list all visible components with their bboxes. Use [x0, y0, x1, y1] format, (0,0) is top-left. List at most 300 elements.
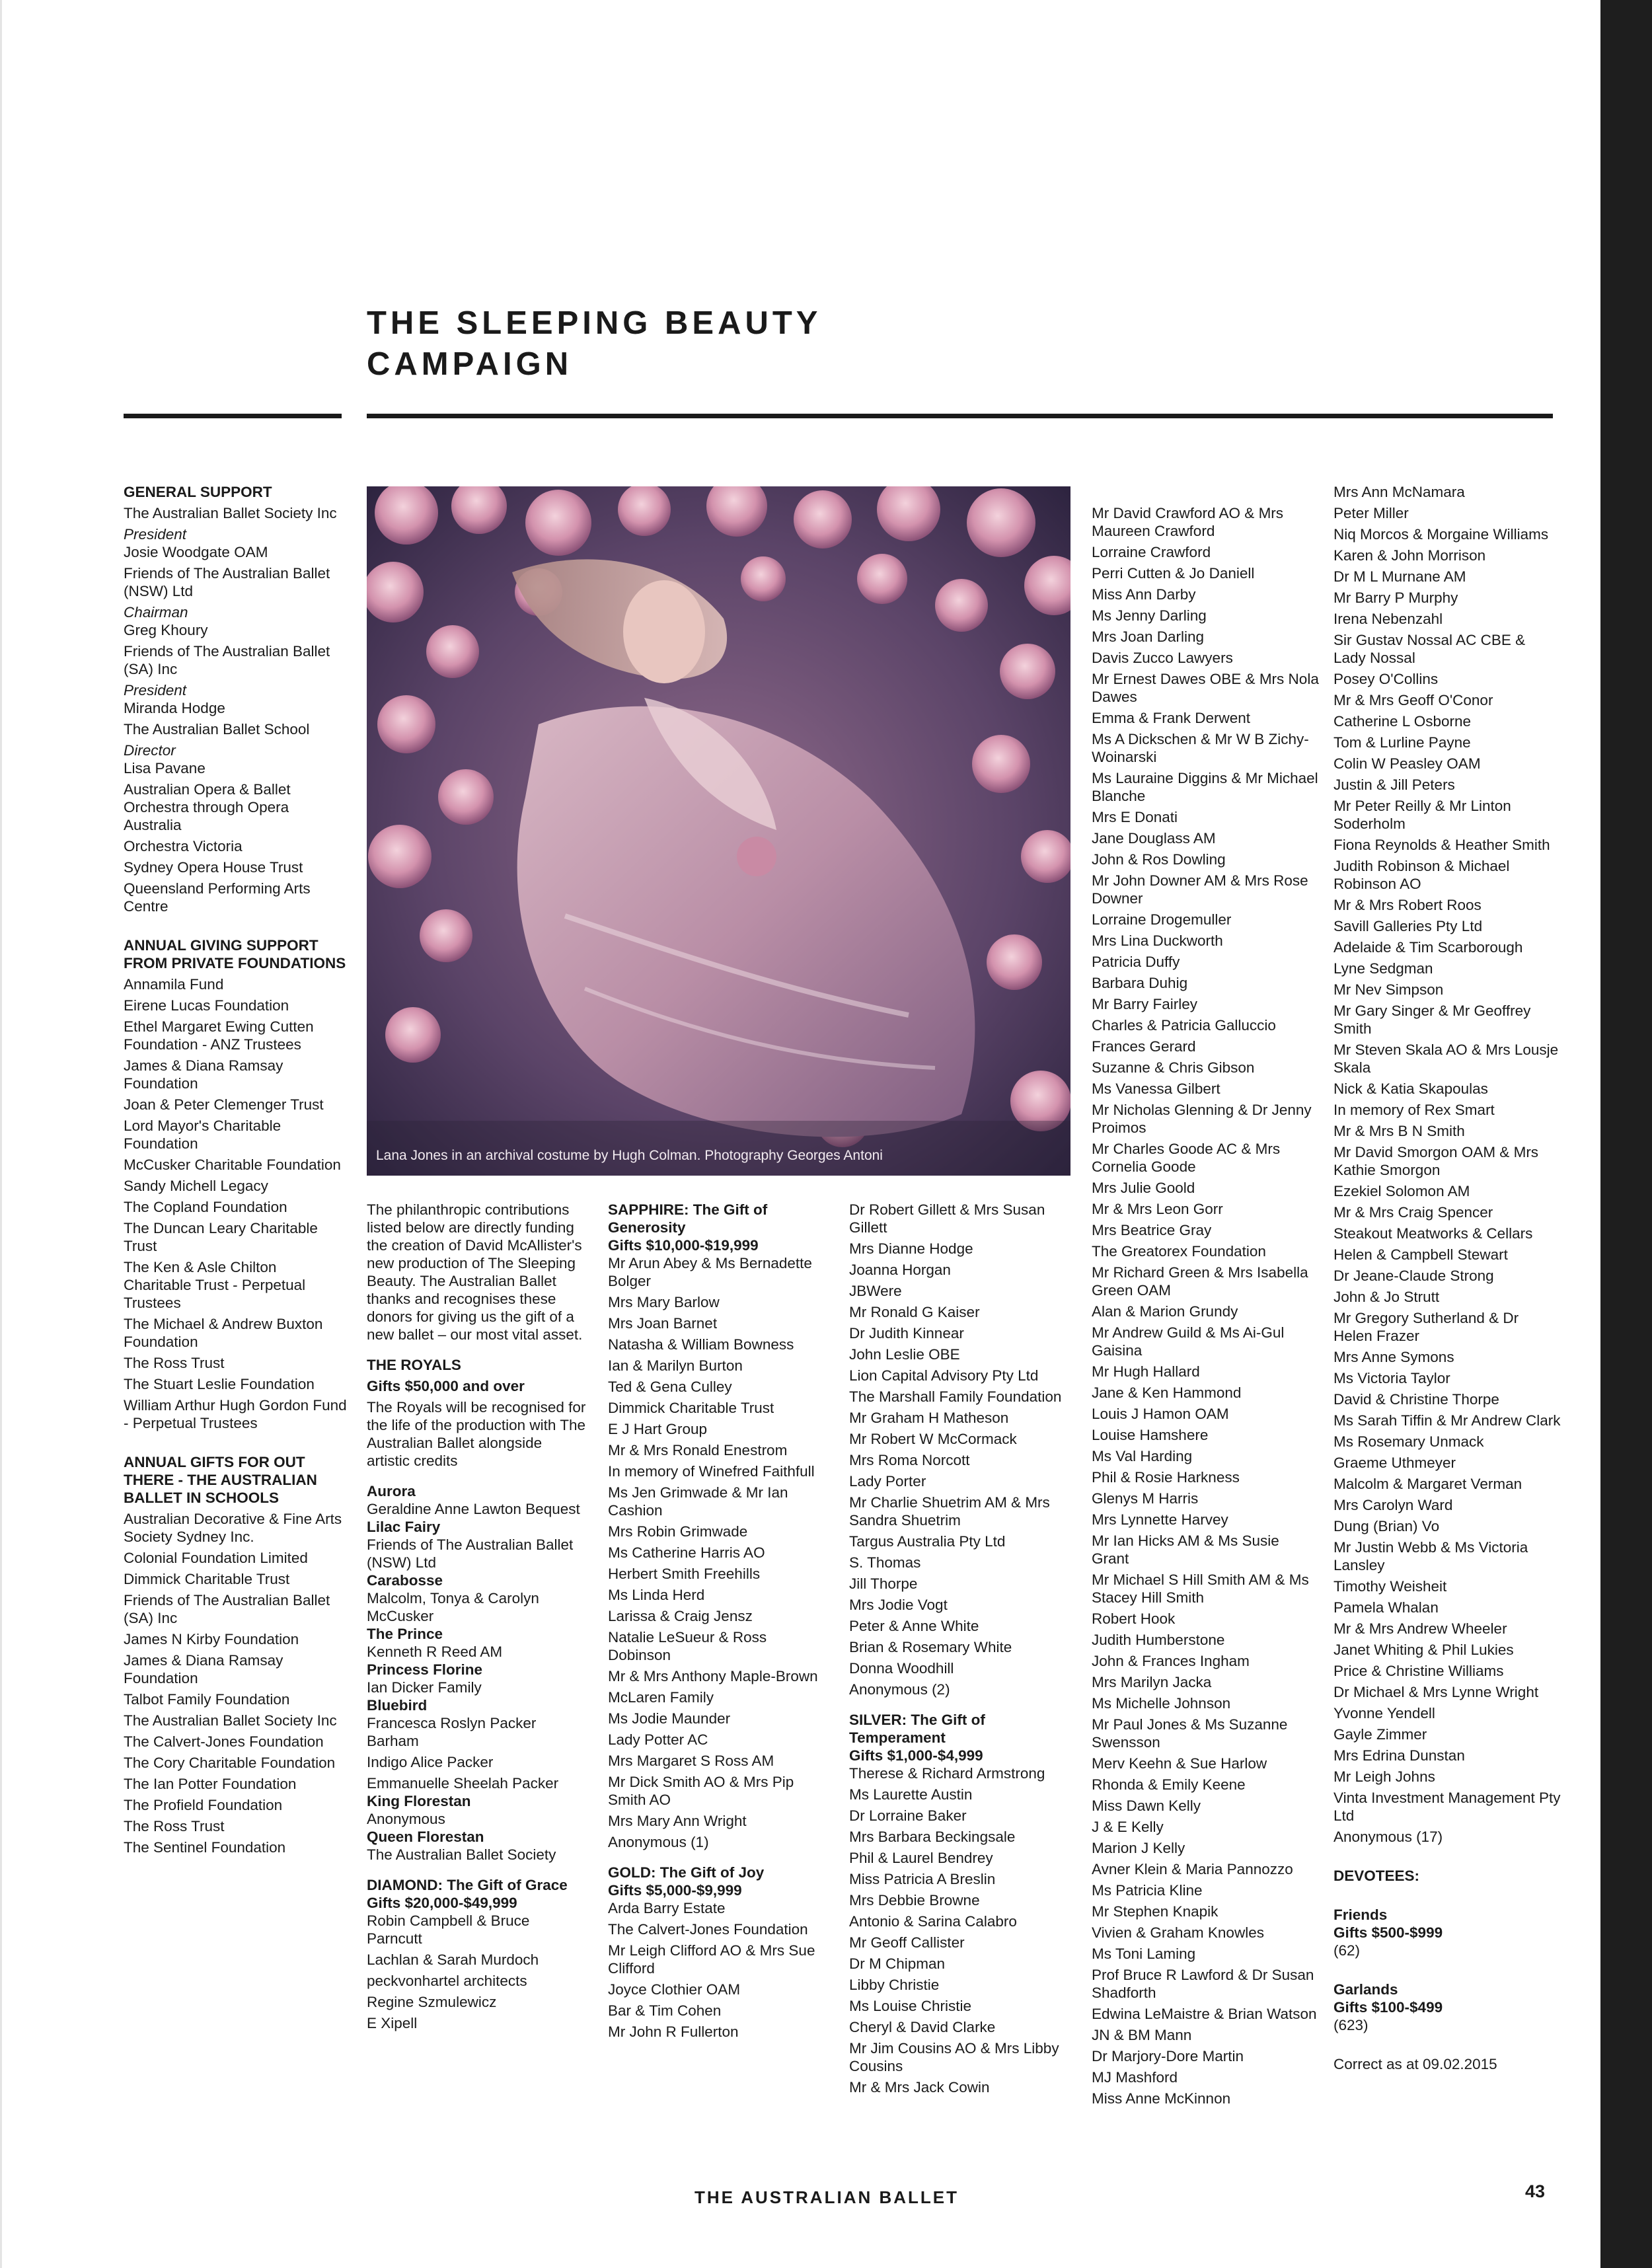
list-item: Adelaide & Tim Scarborough [1333, 939, 1523, 956]
list-item: Mr & Mrs Jack Cowin [849, 2079, 990, 2096]
list-item: Mrs Roma Norcott [849, 1452, 970, 1468]
list-item: Ms Patricia Kline [1092, 1882, 1203, 1899]
list-item: The Australian Ballet School [124, 721, 310, 737]
list-item: Justin & Jill Peters [1333, 776, 1455, 793]
list-item: Nick & Katia Skapoulas [1333, 1080, 1488, 1097]
list-item: Ms Jenny Darling [1092, 607, 1207, 624]
list-item: Regine Szmulewicz [367, 1994, 497, 2010]
list-item: The Australian Ballet Society Inc [124, 505, 337, 521]
list-item: Mrs Edrina Dunstan [1333, 1747, 1465, 1764]
column-silver-devotees [1333, 483, 1561, 2076]
list-item: Mr & Mrs Robert Roos [1333, 897, 1482, 913]
list-item: Ted & Gena Culley [608, 1379, 732, 1395]
list-item: McCusker Charitable Foundation [124, 1156, 341, 1173]
list-item: Ms Jen Grimwade & Mr Ian Cashion [608, 1484, 788, 1519]
face-shape [623, 580, 705, 683]
list-item: Miss Anne McKinnon [1092, 2090, 1231, 2107]
list-item: The Duncan Leary Charitable Trust [124, 1220, 318, 1254]
list-item: Helen & Campbell Stewart [1333, 1246, 1508, 1263]
list-item: The Ross Trust [124, 1355, 225, 1371]
section-spacer [367, 1347, 588, 1356]
list-item: Indigo Alice Packer [367, 1754, 494, 1770]
list-item: Mr Charles Goode AC & Mrs Cornelia Goode [1092, 1141, 1281, 1175]
list-item: Larissa & Craig Jensz [608, 1608, 753, 1624]
section-heading: Queen Florestan [367, 1829, 484, 1845]
list-item: Robin Campbell & Bruce Parncutt [367, 1912, 530, 1947]
section-heading: King Florestan [367, 1793, 471, 1809]
section-heading: Princess Florine [367, 1661, 483, 1678]
list-item: Ms Val Harding [1092, 1448, 1193, 1464]
list-item: Mr Gregory Sutherland & Dr Helen Frazer [1333, 1310, 1519, 1344]
section-heading: Gifts $100-$499 [1333, 1999, 1443, 2016]
list-item: Ms Toni Laming [1092, 1946, 1196, 1962]
list-item: Vivien & Graham Knowles [1092, 1924, 1264, 1941]
list-item: Gayle Zimmer [1333, 1726, 1427, 1743]
list-item: Phil & Laurel Bendrey [849, 1850, 993, 1866]
section-heading: Aurora [367, 1483, 416, 1499]
list-item: Lorraine Drogemuller [1092, 911, 1232, 928]
list-item: Patricia Duffy [1092, 954, 1180, 970]
list-item: Mr Leigh Johns [1333, 1768, 1435, 1785]
list-item: Tom & Lurline Payne [1333, 734, 1471, 751]
list-item: Natalie LeSueur & Ross Dobinson [608, 1629, 767, 1663]
list-item: Frances Gerard [1092, 1038, 1196, 1055]
list-item: Mr & Mrs Anthony Maple-Brown [608, 1668, 818, 1684]
list-item: Edwina LeMaistre & Brian Watson [1092, 2006, 1317, 2022]
list-item: Ms Laurette Austin [849, 1786, 973, 1803]
list-item: Davis Zucco Lawyers [1092, 650, 1233, 666]
role-label: Chairman [124, 604, 188, 621]
list-item: Irena Nebenzahl [1333, 611, 1443, 627]
section-spacer [367, 1473, 588, 1482]
list-item: Mr Jim Cousins AO & Mrs Libby Cousins [849, 2040, 1059, 2074]
list-item: Savill Galleries Pty Ltd [1333, 918, 1483, 934]
list-item: Mr Barry Fairley [1092, 996, 1198, 1012]
section-heading: DEVOTEES: [1333, 1868, 1420, 1884]
list-item: Lady Porter [849, 1473, 926, 1490]
list-item: Mr Hugh Hallard [1092, 1363, 1200, 1380]
list-item: Joanna Horgan [849, 1262, 951, 1278]
section-spacer [608, 1854, 833, 1864]
list-item: Lachlan & Sarah Murdoch [367, 1951, 539, 1968]
list-item: (62) [1333, 1942, 1361, 1959]
list-item: S. Thomas [849, 1554, 921, 1571]
list-item: Dr M L Murnane AM [1333, 568, 1466, 585]
list-item: Friends of The Australian Ballet (SA) Inc [124, 1592, 330, 1626]
list-item: Catherine L Osborne [1333, 713, 1472, 730]
list-item: Correct as at 09.02.2015 [1333, 2056, 1497, 2072]
list-item: Therese & Richard Armstrong [849, 1765, 1045, 1782]
list-item: Dimmick Charitable Trust [124, 1571, 290, 1587]
list-item: Dr Robert Gillett & Mrs Susan Gillett [849, 1201, 1045, 1236]
list-item: Cheryl & David Clarke [849, 2019, 996, 2035]
list-item: Peter & Anne White [849, 1618, 979, 1634]
list-item: Friends of The Australian Ballet (NSW) Ltd [367, 1536, 574, 1571]
list-item: James & Diana Ramsay Foundation [124, 1057, 283, 1092]
list-item: Mr Gary Singer & Mr Geoffrey Smith [1333, 1002, 1531, 1037]
page-title [367, 303, 961, 385]
list-item: Greg Khoury [124, 622, 208, 638]
list-item: Mr Dick Smith AO & Mrs Pip Smith AO [608, 1774, 794, 1808]
section-heading: Lilac Fairy [367, 1519, 441, 1535]
list-item: Dr Judith Kinnear [849, 1325, 964, 1342]
list-item: Mr & Mrs Ronald Enestrom [608, 1442, 788, 1458]
list-item: Ms Sarah Tiffin & Mr Andrew Clark [1333, 1412, 1561, 1429]
list-item: (623) [1333, 2017, 1369, 2033]
list-item: Dr Lorraine Baker [849, 1807, 967, 1824]
list-item: Lady Potter AC [608, 1731, 708, 1748]
role-label: Director [124, 742, 176, 759]
list-item: Dung (Brian) Vo [1333, 1518, 1440, 1534]
list-item: Mrs Lina Duckworth [1092, 932, 1223, 949]
list-item: Mr Andrew Guild & Ms Ai-Gul Gaisina [1092, 1324, 1285, 1359]
list-item: In memory of Rex Smart [1333, 1102, 1495, 1118]
list-item: Niq Morcos & Morgaine Williams [1333, 526, 1549, 543]
list-item: Mr Robert W McCormack [849, 1431, 1017, 1447]
list-item: Targus Australia Pty Ltd [849, 1533, 1006, 1550]
list-item: Perri Cutten & Jo Daniell [1092, 565, 1255, 582]
section-spacer [849, 1702, 1077, 1711]
list-item: Mrs E Donati [1092, 809, 1178, 825]
list-item: Sandy Michell Legacy [124, 1178, 268, 1194]
column-silver-donors [1092, 504, 1320, 2111]
list-item: Lisa Pavane [124, 760, 206, 776]
list-item: The Calvert-Jones Foundation [608, 1921, 808, 1938]
list-item: Alan & Marion Grundy [1092, 1303, 1238, 1320]
section-spacer [124, 1435, 348, 1453]
list-item: Ms A Dickschen & Mr W B Zichy-Woinarski [1092, 731, 1309, 765]
section-spacer [1333, 1888, 1561, 1906]
list-item: Anonymous (2) [849, 1681, 950, 1698]
list-item: Mr & Mrs Leon Gorr [1092, 1201, 1223, 1217]
list-item: Mrs Julie Goold [1092, 1180, 1195, 1196]
list-item: William Arthur Hugh Gordon Fund - Perpetual Trustees [124, 1397, 347, 1431]
list-item: Rhonda & Emily Keene [1092, 1776, 1246, 1793]
section-heading: Gifts $20,000-$49,999 [367, 1895, 517, 1911]
list-item: Judith Humberstone [1092, 1632, 1225, 1648]
list-item: Mrs Debbie Browne [849, 1892, 980, 1909]
list-item: Ms Linda Herd [608, 1587, 705, 1603]
list-item: Mrs Mary Barlow [608, 1294, 720, 1310]
column-general-support [124, 483, 348, 1860]
photo-caption: Lana Jones in an archival costume by Hugh Colman. Photography Georges Antoni [376, 1148, 883, 1163]
list-item: Steakout Meatworks & Cellars [1333, 1225, 1533, 1242]
section-heading: Friends [1333, 1907, 1388, 1923]
list-item: Mrs Ann McNamara [1333, 484, 1465, 500]
list-item: Ms Rosemary Unmack [1333, 1433, 1484, 1450]
list-item: Mrs Joan Barnet [608, 1315, 718, 1332]
list-item: The Ken & Asle Chilton Charitable Trust - Perpetual Trustees [124, 1259, 306, 1311]
section-heading: Gifts $5,000-$9,999 [608, 1882, 742, 1899]
list-item: Joyce Clothier OAM [608, 1981, 741, 1998]
list-item: Mr Peter Reilly & Mr Linton Soderholm [1333, 798, 1511, 832]
list-item: Emmanuelle Sheelah Packer [367, 1775, 559, 1792]
list-item: Mr David Smorgon OAM & Mrs Kathie Smorgon [1333, 1144, 1539, 1178]
section-heading: Gifts $500-$999 [1333, 1924, 1443, 1941]
list-item: peckvonhartel architects [367, 1973, 527, 1989]
hero-photo [367, 486, 1070, 1176]
list-item: Australian Opera & Ballet Orchestra through Opera Australia [124, 781, 291, 833]
list-item: Marion J Kelly [1092, 1840, 1185, 1856]
list-item: McLaren Family [608, 1689, 714, 1706]
list-item: Queensland Performing Arts Centre [124, 880, 311, 915]
section-heading: SAPPHIRE: The Gift of Generosity [608, 1201, 768, 1236]
list-item: Mrs Beatrice Gray [1092, 1222, 1212, 1238]
list-item: Dr M Chipman [849, 1955, 946, 1972]
column-sapphire-gold [608, 1201, 833, 2044]
list-item: Ms Michelle Johnson [1092, 1695, 1231, 1712]
right-edge-bar [1600, 0, 1652, 2268]
section-heading: Bluebird [367, 1697, 428, 1714]
list-item: Australian Decorative & Fine Arts Society Sydney Inc. [124, 1511, 342, 1545]
list-item: Robert Hook [1092, 1610, 1176, 1627]
list-item: Avner Klein & Maria Pannozzo [1092, 1861, 1293, 1877]
list-item: Mrs Marilyn Jacka [1092, 1674, 1212, 1690]
list-item: Anonymous (1) [608, 1834, 709, 1850]
list-item: Fiona Reynolds & Heather Smith [1333, 837, 1550, 853]
list-item: The Copland Foundation [124, 1199, 287, 1215]
list-item: Ms Vanessa Gilbert [1092, 1080, 1220, 1097]
list-item: Mr Nev Simpson [1333, 981, 1444, 998]
list-item: Malcolm & Margaret Verman [1333, 1476, 1522, 1492]
list-item: JN & BM Mann [1092, 2027, 1192, 2043]
list-item: Brian & Rosemary White [849, 1639, 1012, 1655]
held-rose [737, 837, 776, 876]
list-item: Emma & Frank Derwent [1092, 710, 1251, 726]
list-item: Herbert Smith Freehills [608, 1566, 761, 1582]
column-intro-royals [367, 1201, 588, 2035]
list-item: Mr Michael S Hill Smith AM & Ms Stacey Hill Smith [1092, 1571, 1309, 1606]
list-item: In memory of Winefred Faithfull [608, 1463, 815, 1480]
list-item: Mr Barry P Murphy [1333, 589, 1458, 606]
list-item: Lord Mayor's Charitable Foundation [124, 1117, 282, 1152]
list-item: JBWere [849, 1283, 902, 1299]
section-heading: SILVER: The Gift of Temperament [849, 1712, 985, 1746]
list-item: Timothy Weisheit [1333, 1578, 1447, 1595]
list-item: The Marshall Family Foundation [849, 1388, 1062, 1405]
list-item: Graeme Uthmeyer [1333, 1455, 1456, 1471]
page-number: 43 [1525, 2181, 1546, 2201]
title-rule-left [124, 414, 342, 418]
list-item: John Leslie OBE [849, 1346, 960, 1363]
title-line-2: CAMPAIGN [367, 346, 573, 382]
list-item: Mr Justin Webb & Ms Victoria Lansley [1333, 1539, 1528, 1573]
list-item: Janet Whiting & Phil Lukies [1333, 1642, 1514, 1658]
section-heading: Gifts $1,000-$4,999 [849, 1747, 983, 1764]
list-item: The Calvert-Jones Foundation [124, 1733, 324, 1750]
list-item: Mrs Barbara Beckingsale [849, 1829, 1016, 1845]
list-item: Mr Paul Jones & Ms Suzanne Swensson [1092, 1716, 1288, 1751]
list-item: Kenneth R Reed AM [367, 1644, 503, 1660]
list-item: Orchestra Victoria [124, 838, 243, 854]
section-spacer [1333, 2037, 1561, 2055]
list-item: Jill Thorpe [849, 1575, 918, 1592]
section-spacer [1333, 1849, 1561, 1867]
list-item: The Sentinel Foundation [124, 1839, 286, 1856]
list-item: Francesca Roslyn Packer Barham [367, 1715, 537, 1749]
list-item: Mr Geoff Callister [849, 1934, 965, 1951]
list-item: David & Christine Thorpe [1333, 1391, 1499, 1408]
list-item: Joan & Peter Clemenger Trust [124, 1096, 324, 1113]
list-item: Annamila Fund [124, 976, 224, 993]
list-item: Mrs Margaret S Ross AM [608, 1753, 774, 1769]
list-item: Merv Keehn & Sue Harlow [1092, 1755, 1267, 1772]
section-heading: THE ROYALS [367, 1357, 461, 1373]
list-item: Mr & Mrs B N Smith [1333, 1123, 1465, 1139]
section-heading: Carabosse [367, 1572, 443, 1589]
role-label: President [124, 526, 187, 543]
list-item: Ian & Marilyn Burton [608, 1357, 743, 1374]
list-item: Miss Patricia A Breslin [849, 1871, 996, 1887]
list-item: Malcolm, Tonya & Carolyn McCusker [367, 1590, 539, 1624]
section-heading: ANNUAL GIVING SUPPORT FROM PRIVATE FOUNDATIONS [124, 937, 346, 971]
list-item: Jane & Ken Hammond [1092, 1384, 1242, 1401]
list-item: Mrs Anne Symons [1333, 1349, 1454, 1365]
list-item: Talbot Family Foundation [124, 1691, 290, 1708]
list-item: Sir Gustav Nossal AC CBE & Lady Nossal [1333, 632, 1526, 666]
list-item: Suzanne & Chris Gibson [1092, 1059, 1255, 1076]
list-item: Mr Ernest Dawes OBE & Mrs Nola Dawes [1092, 671, 1319, 705]
list-item: Miss Dawn Kelly [1092, 1797, 1201, 1814]
list-item: Price & Christine Williams [1333, 1663, 1504, 1679]
list-item: Lion Capital Advisory Pty Ltd [849, 1367, 1039, 1384]
list-item: Yvonne Yendell [1333, 1705, 1435, 1721]
list-item: Mr Ronald G Kaiser [849, 1304, 980, 1320]
list-item: The Stuart Leslie Foundation [124, 1376, 315, 1392]
list-item: Mr Steven Skala AO & Mrs Lousje Skala [1333, 1041, 1559, 1076]
list-item: Mrs Robin Grimwade [608, 1523, 748, 1540]
list-item: E J Hart Group [608, 1421, 708, 1437]
list-item: Barbara Duhig [1092, 975, 1188, 991]
list-item: Mr John R Fullerton [608, 2023, 739, 2040]
list-item: Mrs Joan Darling [1092, 628, 1205, 645]
list-item: The philanthropic contributions listed below are directly funding the creation of David McAllister's new production of The Sleeping Beauty. The Australian Ballet thanks and recognises these donors for giving us the gift of a new ballet – our most vital asset. [367, 1201, 583, 1343]
list-item: The Cory Charitable Foundation [124, 1755, 336, 1771]
list-item: Ms Catherine Harris AO [608, 1544, 765, 1561]
list-item: Dr Michael & Mrs Lynne Wright [1333, 1684, 1539, 1700]
list-item: The Profield Foundation [124, 1797, 283, 1813]
list-item: Mrs Mary Ann Wright [608, 1813, 747, 1829]
list-item: Mr Stephen Knapik [1092, 1903, 1219, 1920]
list-item: Glenys M Harris [1092, 1490, 1199, 1507]
list-item: Mr Ian Hicks AM & Ms Susie Grant [1092, 1532, 1279, 1567]
list-item: Phil & Rosie Harkness [1092, 1469, 1240, 1486]
list-item: Karen & John Morrison [1333, 547, 1486, 564]
list-item: Mr David Crawford AO & Mrs Maureen Crawford [1092, 505, 1284, 539]
list-item: Dimmick Charitable Trust [608, 1400, 774, 1416]
list-item: Posey O'Collins [1333, 671, 1439, 687]
list-item: Mr John Downer AM & Mrs Rose Downer [1092, 872, 1308, 907]
list-item: Charles & Patricia Galluccio [1092, 1017, 1276, 1034]
section-heading: Garlands [1333, 1981, 1398, 1998]
list-item: Ms Victoria Taylor [1333, 1370, 1450, 1386]
list-item: Dr Marjory-Dore Martin [1092, 2048, 1244, 2064]
list-item: John & Ros Dowling [1092, 851, 1226, 868]
list-item: Ethel Margaret Ewing Cutten Foundation - ANZ Trustees [124, 1018, 314, 1053]
list-item: Colin W Peasley OAM [1333, 755, 1481, 772]
list-item: The Royals will be recognised for the life of the production with The Australian Ballet alongside artistic credits [367, 1399, 586, 1469]
list-item: James & Diana Ramsay Foundation [124, 1652, 283, 1686]
list-item: Mr Graham H Matheson [849, 1410, 1009, 1426]
section-heading: The Prince [367, 1626, 443, 1642]
list-item: Libby Christie [849, 1977, 940, 1993]
list-item: Lorraine Crawford [1092, 544, 1211, 560]
title-line-1: THE SLEEPING BEAUTY [367, 305, 822, 341]
list-item: Mrs Jodie Vogt [849, 1597, 948, 1613]
list-item: E Xipell [367, 2015, 418, 2031]
list-item: The Australian Ballet Society [367, 1846, 556, 1863]
list-item: Mr & Mrs Geoff O'Conor [1333, 692, 1493, 708]
list-item: Mr Leigh Clifford AO & Mrs Sue Clifford [608, 1942, 815, 1977]
list-item: Vinta Investment Management Pty Ltd [1333, 1790, 1561, 1824]
list-item: Friends of The Australian Ballet (NSW) Ltd [124, 565, 330, 599]
list-item: Mrs Carolyn Ward [1333, 1497, 1453, 1513]
list-item: Natasha & William Bowness [608, 1336, 794, 1353]
list-item: Mr & Mrs Andrew Wheeler [1333, 1620, 1507, 1637]
list-item: Peter Miller [1333, 505, 1409, 521]
list-item: John & Frances Ingham [1092, 1653, 1250, 1669]
list-item: Geraldine Anne Lawton Bequest [367, 1501, 580, 1517]
section-heading: ANNUAL GIFTS FOR OUT THERE - THE AUSTRALIAN BALLET IN SCHOOLS [124, 1454, 317, 1506]
list-item: Mr Nicholas Glenning & Dr Jenny Proimos [1092, 1102, 1312, 1136]
role-label: President [124, 682, 187, 699]
list-item: Prof Bruce R Lawford & Dr Susan Shadforth [1092, 1967, 1314, 2001]
list-item: Ezekiel Solomon AM [1333, 1183, 1470, 1199]
section-spacer [124, 919, 348, 936]
list-item: Ms Jodie Maunder [608, 1710, 731, 1727]
section-heading: DIAMOND: The Gift of Grace [367, 1877, 568, 1893]
list-item: Anonymous [367, 1811, 445, 1827]
list-item: Ms Louise Christie [849, 1998, 972, 2014]
section-spacer [367, 1867, 588, 1876]
footer-title: THE AUSTRALIAN BALLET [695, 2187, 959, 2207]
list-item: John & Jo Strutt [1333, 1289, 1440, 1305]
list-item: J & E Kelly [1092, 1819, 1164, 1835]
list-item: Mr & Mrs Craig Spencer [1333, 1204, 1493, 1221]
list-item: The Michael & Andrew Buxton Foundation [124, 1316, 323, 1350]
list-item: Donna Woodhill [849, 1660, 954, 1677]
list-item: James N Kirby Foundation [124, 1631, 299, 1647]
list-item: The Ross Trust [124, 1818, 225, 1834]
list-item: Sydney Opera House Trust [124, 859, 303, 876]
section-heading: GOLD: The Gift of Joy [608, 1864, 765, 1881]
list-item: Judith Robinson & Michael Robinson AO [1333, 858, 1510, 892]
page-edge [0, 0, 2, 2268]
list-item: Friends of The Australian Ballet (SA) Inc [124, 643, 330, 677]
hero-photo-illustration [367, 486, 1070, 1176]
list-item: Dr Jeane-Claude Strong [1333, 1267, 1494, 1284]
list-item: The Ian Potter Foundation [124, 1776, 297, 1792]
list-item: Lyne Sedgman [1333, 960, 1433, 977]
list-item: The Australian Ballet Society Inc [124, 1712, 337, 1729]
title-rule-main [367, 414, 1553, 418]
list-item: Ian Dicker Family [367, 1679, 482, 1696]
list-item: Mrs Lynnette Harvey [1092, 1511, 1228, 1528]
section-heading: GENERAL SUPPORT [124, 484, 272, 500]
section-heading: Gifts $10,000-$19,999 [608, 1237, 759, 1254]
section-spacer [1333, 1963, 1561, 1981]
list-item: Miss Ann Darby [1092, 586, 1196, 603]
list-item: Jane Douglass AM [1092, 830, 1216, 847]
list-item: Arda Barry Estate [608, 1900, 726, 1916]
list-item: Colonial Foundation Limited [124, 1550, 308, 1566]
list-item: The Greatorex Foundation [1092, 1243, 1266, 1260]
list-item: Mr Charlie Shuetrim AM & Mrs Sandra Shuetrim [849, 1494, 1050, 1529]
list-item: Antonio & Sarina Calabro [849, 1913, 1017, 1930]
list-item: Louis J Hamon OAM [1092, 1406, 1229, 1422]
list-item: Anonymous (17) [1333, 1829, 1443, 1845]
column-gold-silver [849, 1201, 1077, 2099]
